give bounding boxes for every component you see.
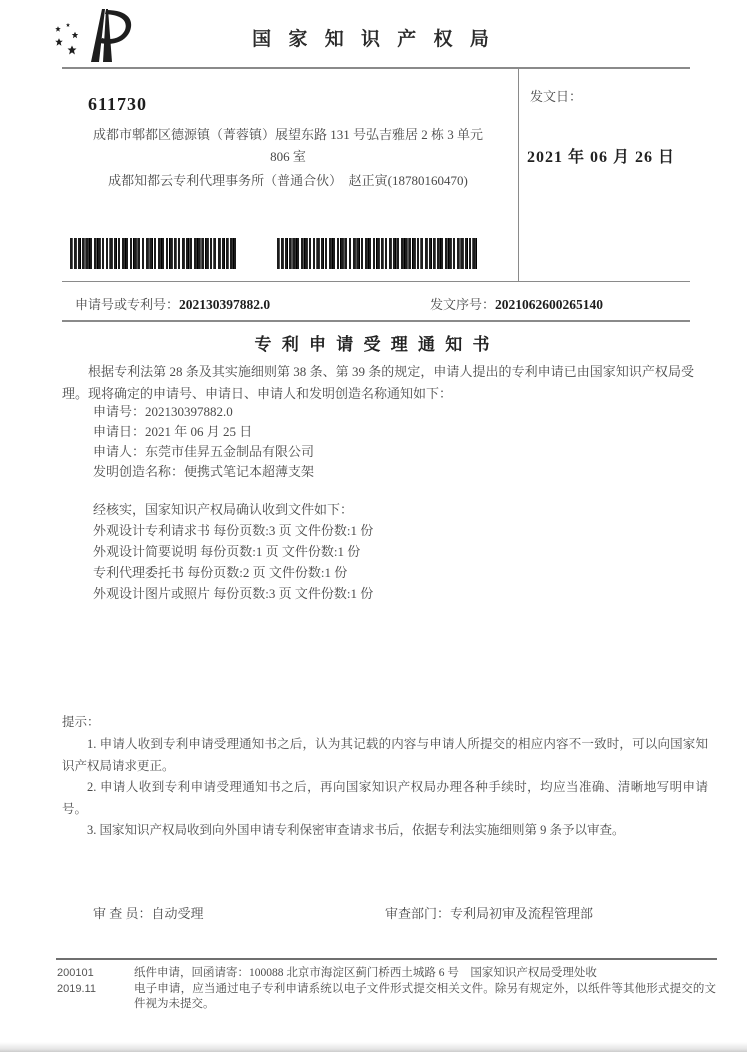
confirm-line: 经核实，国家知识产权局确认收到文件如下： (93, 502, 354, 517)
recipient-address-line2: 806 室 (270, 149, 306, 164)
divider-box-bottom (62, 281, 690, 282)
divider-vertical (518, 67, 519, 282)
hints-label: 提示： (62, 715, 100, 729)
dispatch-serial-value: 2021062600265140 (495, 297, 604, 312)
department (385, 903, 593, 922)
form-date: 2019.11 (57, 982, 96, 995)
divider-footer (56, 958, 717, 960)
dispatch-serial (430, 294, 603, 313)
dispatch-serial-label: 发文序号： (430, 297, 496, 312)
field-applicant: 申请人：东莞市佳昇五金制品有限公司 (93, 444, 315, 459)
recipient-agent-line: 成都知都云专利代理事务所（普通合伙） 赵正寅(18780160470) (108, 173, 468, 188)
divider-top (62, 67, 690, 69)
field-application-number: 申请号：202130397882.0 (93, 404, 233, 419)
divider-reference (62, 320, 690, 322)
page-edge-shadow (0, 1042, 747, 1052)
department-value: 专利局初审及流程管理部 (450, 906, 594, 921)
field-application-date: 申请日：2021 年 06 月 25 日 (93, 424, 253, 439)
notice-title: 专 利 申 请 受 理 通 知 书 (254, 335, 493, 354)
hint-item: 2. 申请人收到专利申请受理通知书之后，再向国家知识产权局办理各种手续时，均应当准确、清晰地写明申请号。 (62, 780, 708, 816)
dispatch-date-label: 发文日： (530, 89, 583, 104)
recipient-address-line1: 成都市郫都区德源镇（菁蓉镇）展望东路 131 号弘吉雅居 2 栋 3 单元 (92, 127, 483, 142)
hint-item: 1. 申请人收到专利申请受理通知书之后，认为其记载的内容与申请人所提交的相应内容不一致时，可以向国家知识产权局请求更正。 (62, 737, 708, 773)
document-item: 外观设计图片或照片 每份页数:3 页 文件份数:1 份 (93, 586, 374, 601)
application-number-value: 202130397882.0 (179, 297, 271, 312)
notice-intro: 根据专利法第 28 条及其实施细则第 38 条、第 39 条的规定，申请人提出的专利申请已由国家知识产权局受理。现将确定的申请号、申请日、申请人和发明创造名称通知如下： (62, 364, 694, 401)
form-code-block (57, 966, 127, 997)
footer-paper-line: 纸件申请，回函请寄：100088 北京市海淀区蓟门桥西土城路 6 号 国家知识产权局受理处收 (134, 967, 597, 979)
form-code: 200101 (57, 967, 94, 979)
received-documents-list (93, 520, 373, 604)
examiner (93, 903, 204, 922)
notice-fields (93, 402, 314, 482)
barcode-left (70, 238, 238, 269)
field-invention-title: 发明创造名称：便携式笔记本超薄支架 (93, 464, 315, 479)
footer-electronic-line: 电子申请，应当通过电子专利申请系统以电子文件形式提交相关文件。除另有规定外，以纸件等其他形式提交的文件视为未提交。 (134, 982, 716, 1010)
application-number (75, 294, 270, 313)
examiner-label: 审 查 员： (93, 906, 152, 921)
document-item: 专利代理委托书 每份页数:2 页 文件份数:1 份 (93, 565, 348, 580)
recipient-postcode: 611730 (88, 94, 148, 114)
document-item: 外观设计专利请求书 每份页数:3 页 文件份数:1 份 (93, 523, 374, 538)
application-number-label: 申请号或专利号： (75, 297, 180, 312)
hints-list (62, 734, 708, 842)
examiner-value: 自动受理 (151, 906, 204, 921)
department-label: 审查部门： (385, 906, 451, 921)
footer-instructions (134, 966, 716, 1013)
org-title: 国 家 知 识 产 权 局 (252, 29, 495, 50)
dispatch-date-value: 2021 年 06 月 26 日 (527, 149, 676, 166)
hint-item: 3. 国家知识产权局收到向外国申请专利保密审查请求书后，依据专利法实施细则第 9 条予以审查。 (87, 823, 625, 837)
document-item: 外观设计简要说明 每份页数:1 页 文件份数:1 份 (93, 544, 361, 559)
recipient-address (62, 124, 514, 168)
barcode-right (277, 238, 477, 269)
